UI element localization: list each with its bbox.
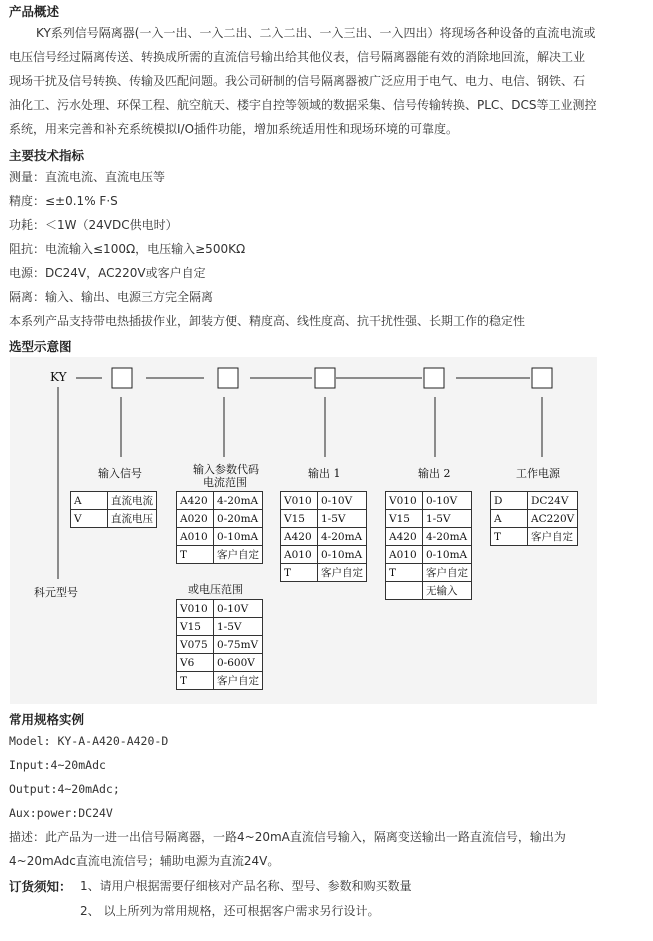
spec-impedance: 阻抗：电流输入≤100Ω，电压输入≥500KΩ xyxy=(9,242,246,256)
example-output: Output:4~20mAdc; xyxy=(9,782,120,796)
value-cell: AC220V xyxy=(528,510,578,528)
table-row xyxy=(71,510,157,528)
value-cell: 直流电压 xyxy=(108,510,157,528)
table-row xyxy=(386,582,472,600)
table-row xyxy=(386,528,472,546)
code-cell: T xyxy=(386,564,423,582)
value-cell: 客户自定 xyxy=(214,546,263,564)
value-cell: 0-10mA xyxy=(318,546,367,564)
value-cell: 客户自定 xyxy=(318,564,367,582)
overview-line-1: KY系列信号隔离器(一入一出、一入二出、二入二出、一入三出、一入四出）将现场各种设备的直流电流或 xyxy=(36,26,596,40)
table-row xyxy=(177,510,263,528)
value-cell: 客户自定 xyxy=(528,528,578,546)
table-row xyxy=(177,600,263,618)
current-range-header: 电流范围 xyxy=(203,476,247,489)
code-cell: A010 xyxy=(386,546,423,564)
example-input: Input:4~20mAdc xyxy=(9,758,106,772)
value-cell: 0-10V xyxy=(423,492,472,510)
code-cell: T xyxy=(281,564,318,582)
table-row xyxy=(386,492,472,510)
example-desc-1: 描述：此产品为一进一出信号隔离器，一路4~20mA直流信号输入，隔离变送输出一路直流信号，输出为 xyxy=(9,830,566,844)
value-cell: 直流电流 xyxy=(108,492,157,510)
table-row xyxy=(177,654,263,672)
output-1-table xyxy=(280,491,367,582)
value-cell: 4-20mA xyxy=(214,492,263,510)
code-cell: V010 xyxy=(177,600,214,618)
table-row xyxy=(177,528,263,546)
spec-hot-swap: 本系列产品支持带电热插拔作业，卸装方便、精度高、线性度高、抗干扰性强、长期工作的稳定性 xyxy=(9,314,526,328)
code-cell: V6 xyxy=(177,654,214,672)
code-cell: A420 xyxy=(281,528,318,546)
input-signal-table xyxy=(70,491,157,528)
input-param-table xyxy=(176,491,263,564)
code-cell xyxy=(386,582,423,600)
table-row xyxy=(386,546,472,564)
value-cell: 0-75mV xyxy=(214,636,263,654)
code-cell: A010 xyxy=(281,546,318,564)
overview-line-2: 电压信号经过隔离传送、转换成所需的直流信号输出给其他仪表，信号隔离器能有效的消除地回流，解决工业 xyxy=(9,50,586,64)
table-row xyxy=(177,492,263,510)
value-cell: 1-5V xyxy=(318,510,367,528)
code-cell: A420 xyxy=(386,528,423,546)
code-cell: V15 xyxy=(177,618,214,636)
value-cell: 客户自定 xyxy=(423,564,472,582)
value-cell: 0-600V xyxy=(214,654,263,672)
overview-line-5: 系统，用来完善和补充系统模拟I/O插件功能，增加系统适用性和现场环境的可靠度。 xyxy=(9,122,459,136)
spec-isolation: 隔离：输入、输出、电源三方完全隔离 xyxy=(9,290,214,304)
overview-line-3: 现场干扰及信号转换、传输及匹配问题。我公司研制的信号隔离器被广泛应用于电气、电力、电信、钢铁、石 xyxy=(9,74,586,88)
code-cell: T xyxy=(177,546,214,564)
example-aux-power: Aux:power:DC24V xyxy=(9,806,113,820)
code-cell: A xyxy=(71,492,108,510)
voltage-range-header: 或电压范围 xyxy=(188,583,243,596)
code-cell: V010 xyxy=(281,492,318,510)
table-row xyxy=(491,510,578,528)
table-row xyxy=(177,672,263,690)
code-cell: T xyxy=(491,528,528,546)
table-row xyxy=(71,492,157,510)
code-cell: V xyxy=(71,510,108,528)
value-cell: 0-20mA xyxy=(214,510,263,528)
table-row xyxy=(281,492,367,510)
code-cell: A xyxy=(491,510,528,528)
code-cell: A420 xyxy=(177,492,214,510)
table-row xyxy=(177,636,263,654)
code-cell: V075 xyxy=(177,636,214,654)
overview-line-4: 油化工、污水处理、环保工程、航空航天、楼宇自控等领域的数据采集、信号传输转换、PLC、DCS等工业测控 xyxy=(9,98,597,112)
code-cell: A010 xyxy=(177,528,214,546)
output-1-header: 输出 1 xyxy=(308,467,341,480)
power-table xyxy=(490,491,578,546)
voltage-range-table xyxy=(176,599,263,690)
table-row xyxy=(386,564,472,582)
table-row xyxy=(281,564,367,582)
example-model: Model: KY-A-A420-A420-D xyxy=(9,734,169,748)
value-cell: 0-10mA xyxy=(214,528,263,546)
table-row xyxy=(491,492,578,510)
value-cell: DC24V xyxy=(528,492,578,510)
table-row xyxy=(177,546,263,564)
code-cell: D xyxy=(491,492,528,510)
value-cell: 0-10V xyxy=(318,492,367,510)
code-cell: V15 xyxy=(281,510,318,528)
code-cell: V010 xyxy=(386,492,423,510)
power-header: 工作电源 xyxy=(516,467,560,480)
diagram-title: 选型示意图 xyxy=(9,339,72,354)
code-cell: A020 xyxy=(177,510,214,528)
output-2-header: 输出 2 xyxy=(418,467,451,480)
value-cell: 4-20mA xyxy=(318,528,367,546)
value-cell: 客户自定 xyxy=(214,672,263,690)
model-prefix: KY xyxy=(50,370,67,384)
table-row xyxy=(491,528,578,546)
specs-title: 主要技术指标 xyxy=(9,148,85,163)
order-item-1: 1、请用户根据需要仔细核对产品名称、型号、参数和购买数量 xyxy=(80,879,412,893)
code-cell: T xyxy=(177,672,214,690)
value-cell: 0-10V xyxy=(214,600,263,618)
spec-accuracy: 精度：≤±0.1% F·S xyxy=(9,194,118,208)
value-cell: 4-20mA xyxy=(423,528,472,546)
overview-title: 产品概述 xyxy=(9,4,60,19)
example-title: 常用规格实例 xyxy=(9,712,85,727)
input-param-header: 输入参数代码 xyxy=(193,463,259,476)
input-signal-header: 输入信号 xyxy=(98,467,142,480)
example-desc-2: 4~20mAdc直流电流信号；辅助电源为直流24V。 xyxy=(9,854,280,868)
value-cell: 0-10mA xyxy=(423,546,472,564)
table-row xyxy=(386,510,472,528)
selection-diagram xyxy=(10,357,597,704)
table-row xyxy=(177,618,263,636)
order-title: 订货须知： xyxy=(9,879,72,894)
model-label: 科元型号 xyxy=(34,586,78,599)
table-row xyxy=(281,528,367,546)
output-2-table xyxy=(385,491,472,600)
table-row xyxy=(281,510,367,528)
table-row xyxy=(281,546,367,564)
spec-power-supply: 电源：DC24V，AC220V或客户自定 xyxy=(9,266,206,280)
spec-power-consumption: 功耗：＜1W（24VDC供电时） xyxy=(9,218,178,232)
value-cell: 无输入 xyxy=(423,582,472,600)
value-cell: 1-5V xyxy=(423,510,472,528)
value-cell: 1-5V xyxy=(214,618,263,636)
code-cell: V15 xyxy=(386,510,423,528)
order-item-2: 2、 以上所列为常用规格，还可根据客户需求另行设计。 xyxy=(80,904,380,918)
spec-measure: 测量：直流电流、直流电压等 xyxy=(9,170,166,184)
